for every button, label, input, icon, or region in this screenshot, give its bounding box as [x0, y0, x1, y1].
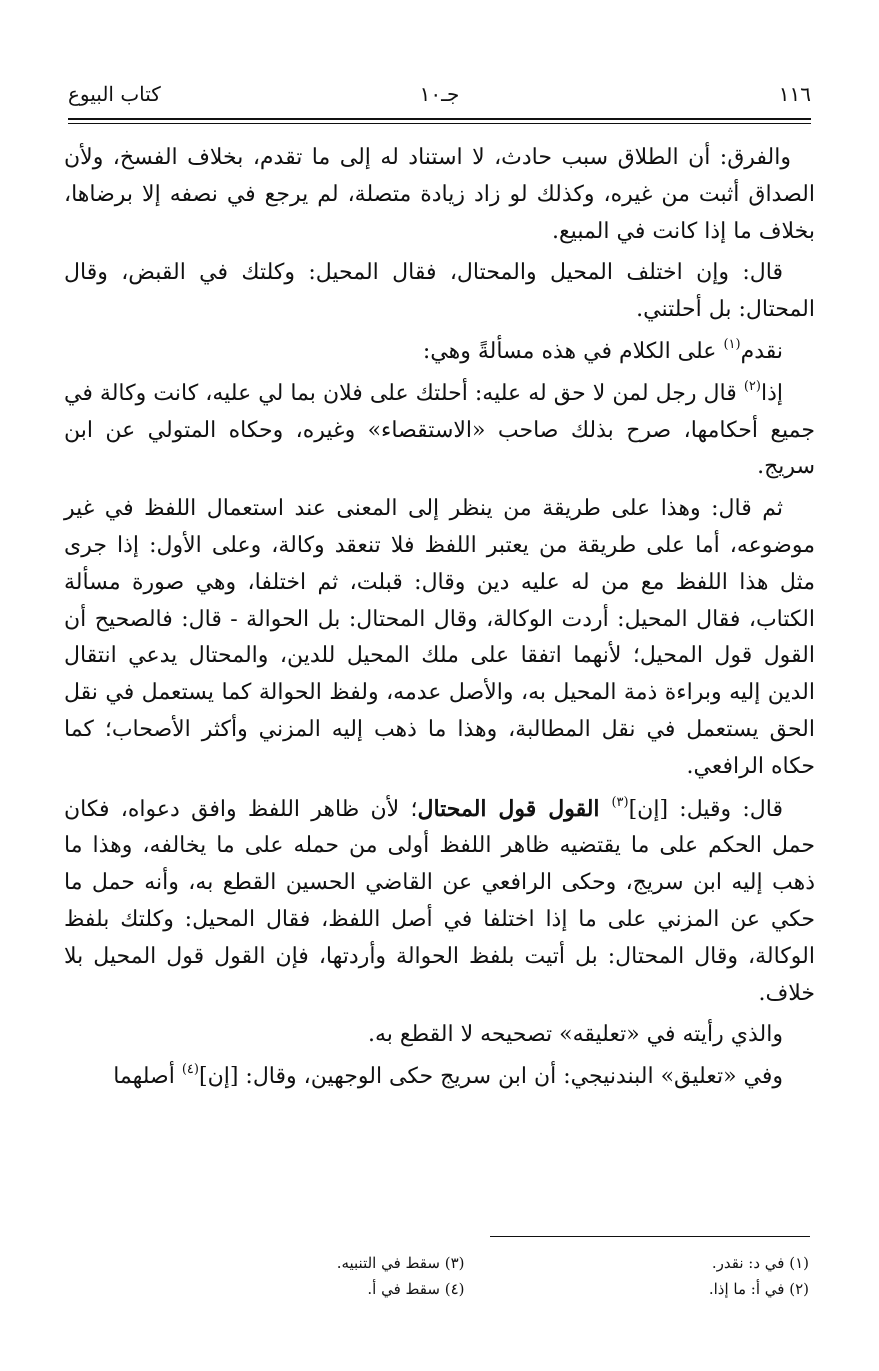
footnote-rule: [490, 1236, 810, 1237]
paragraph-3-rest: على الكلام في هذه مسألةً وهي:: [422, 338, 724, 364]
header-rule-thick: [68, 118, 811, 120]
footnote-3: (٣) سقط في التنبيه.: [336, 1254, 465, 1272]
footnote-ref-2: (٢): [743, 378, 761, 394]
header-rule-thin: [68, 123, 811, 124]
running-header: [68, 82, 811, 116]
paragraph-2: قال: وإن اختلف المحيل والمحتال، فقال المحيل: وكلتك في القبض، وقال المحتال: بل أحلتني.: [64, 260, 815, 323]
paragraph-6-bold: القول قول المحتال: [417, 795, 612, 822]
paragraph-6: [64, 791, 815, 1013]
book-title: كتاب البيوع: [68, 82, 161, 106]
paragraph-4: [64, 376, 815, 486]
paragraph-6-rest: ؛ لأن ظاهر اللفظ وافق دعواه، فكان حمل الحكم على ما يقتضيه ظاهر اللفظ أولى من حمله على ما يخالفه، وهذا ما ذهب إليه ابن سريج، وحكى الرافعي عن القاضي الحسين القطع به، وأنه حمل ما حكي عن المزني على ما إذا اختلفا في أصل اللفظ، فقال المحيل: وكلتك بلفظ الوكالة، وقال المحتال: بل أتيت بلفظ الحوالة وأردتها، فإن القول قول المحيل بلا خلاف.: [64, 796, 815, 1006]
footnote-ref-3: (٣): [611, 794, 629, 810]
footnotes: [120, 1250, 809, 1302]
footnotes-left-column: [120, 1250, 465, 1302]
page-number: ١١٦: [778, 82, 811, 106]
main-text: [64, 140, 815, 1101]
paragraph-1: والفرق: أن الطلاق سبب حادث، لا استناد له إلى ما تقدم، بخلاف الفسخ، ولأن الصداق أثبت من غيره، وكذلك لو زاد زيادة متصلة، لم يرجع في نصفه إلا برضاها، بخلاف ما إذا كانت في المبيع.: [64, 145, 815, 244]
footnote-4: (٤) سقط في أ.: [367, 1280, 465, 1298]
paragraph-8: [64, 1059, 815, 1096]
paragraph-3-start: نقدم: [740, 338, 783, 364]
footnote-ref-4: (٤): [181, 1062, 199, 1078]
paragraph-4-start: إذا: [760, 380, 783, 406]
footnote-1: (١) في د: نقدر.: [711, 1254, 809, 1272]
footnote-2: (٢) في أ: ما إذا.: [708, 1280, 809, 1298]
paragraph-4-rest: قال رجل لمن لا حق له عليه: أحلتك على فلان بما لي عليه، كانت وكالة في جميع أحكامها، صرح بذلك صاحب «الاستقصاء» وغيره، وحكاه المتولي عن ابن سريج.: [64, 380, 815, 480]
paragraph-5: ثم قال: وهذا على طريقة من ينظر إلى المعنى عند استعمال اللفظ في غير موضوعه، أما على طريقة من يعتبر اللفظ فلا تنعقد وكالة، وعلى الأول: إذا جرى مثل هذا اللفظ مع من له عليه دين وقال: قبلت، ثم اختلفا، وهي صورة مسألة الكتاب، فقال المحيل: أردت الوكالة، وقال المحتال: بل الحوالة - قال: فالصحيح أن القول قول المحيل؛ لأنهما اتفقا على ملك المحيل للدين، والمحتال يدعي انتقال الدين إليه وبراءة ذمة المحيل به، والأصل عدمه، ولفظ الحوالة كما يستعمل في نقل الحق يستعمل في نقل المطالبة، وهذا ما ذهب إليه المزني وأكثر الأصحاب؛ كما حكاه الرافعي.: [64, 496, 815, 779]
volume-label: جـ١٠: [419, 82, 460, 106]
footnotes-right-column: [465, 1250, 810, 1302]
paragraph-8-start: وفي «تعليق» البندنيجي: أن ابن سريج حكى الوجهين، وقال: [إن]: [198, 1064, 783, 1090]
footnote-ref-1: (١): [723, 336, 741, 352]
paragraph-6-start: قال: وقيل: [إن]: [628, 796, 784, 822]
paragraph-7: والذي رأيته في «تعليقه» تصحيحه لا القطع به.: [367, 1022, 783, 1048]
paragraph-8-rest: أصلهما: [113, 1064, 182, 1090]
paragraph-3: [64, 334, 815, 371]
